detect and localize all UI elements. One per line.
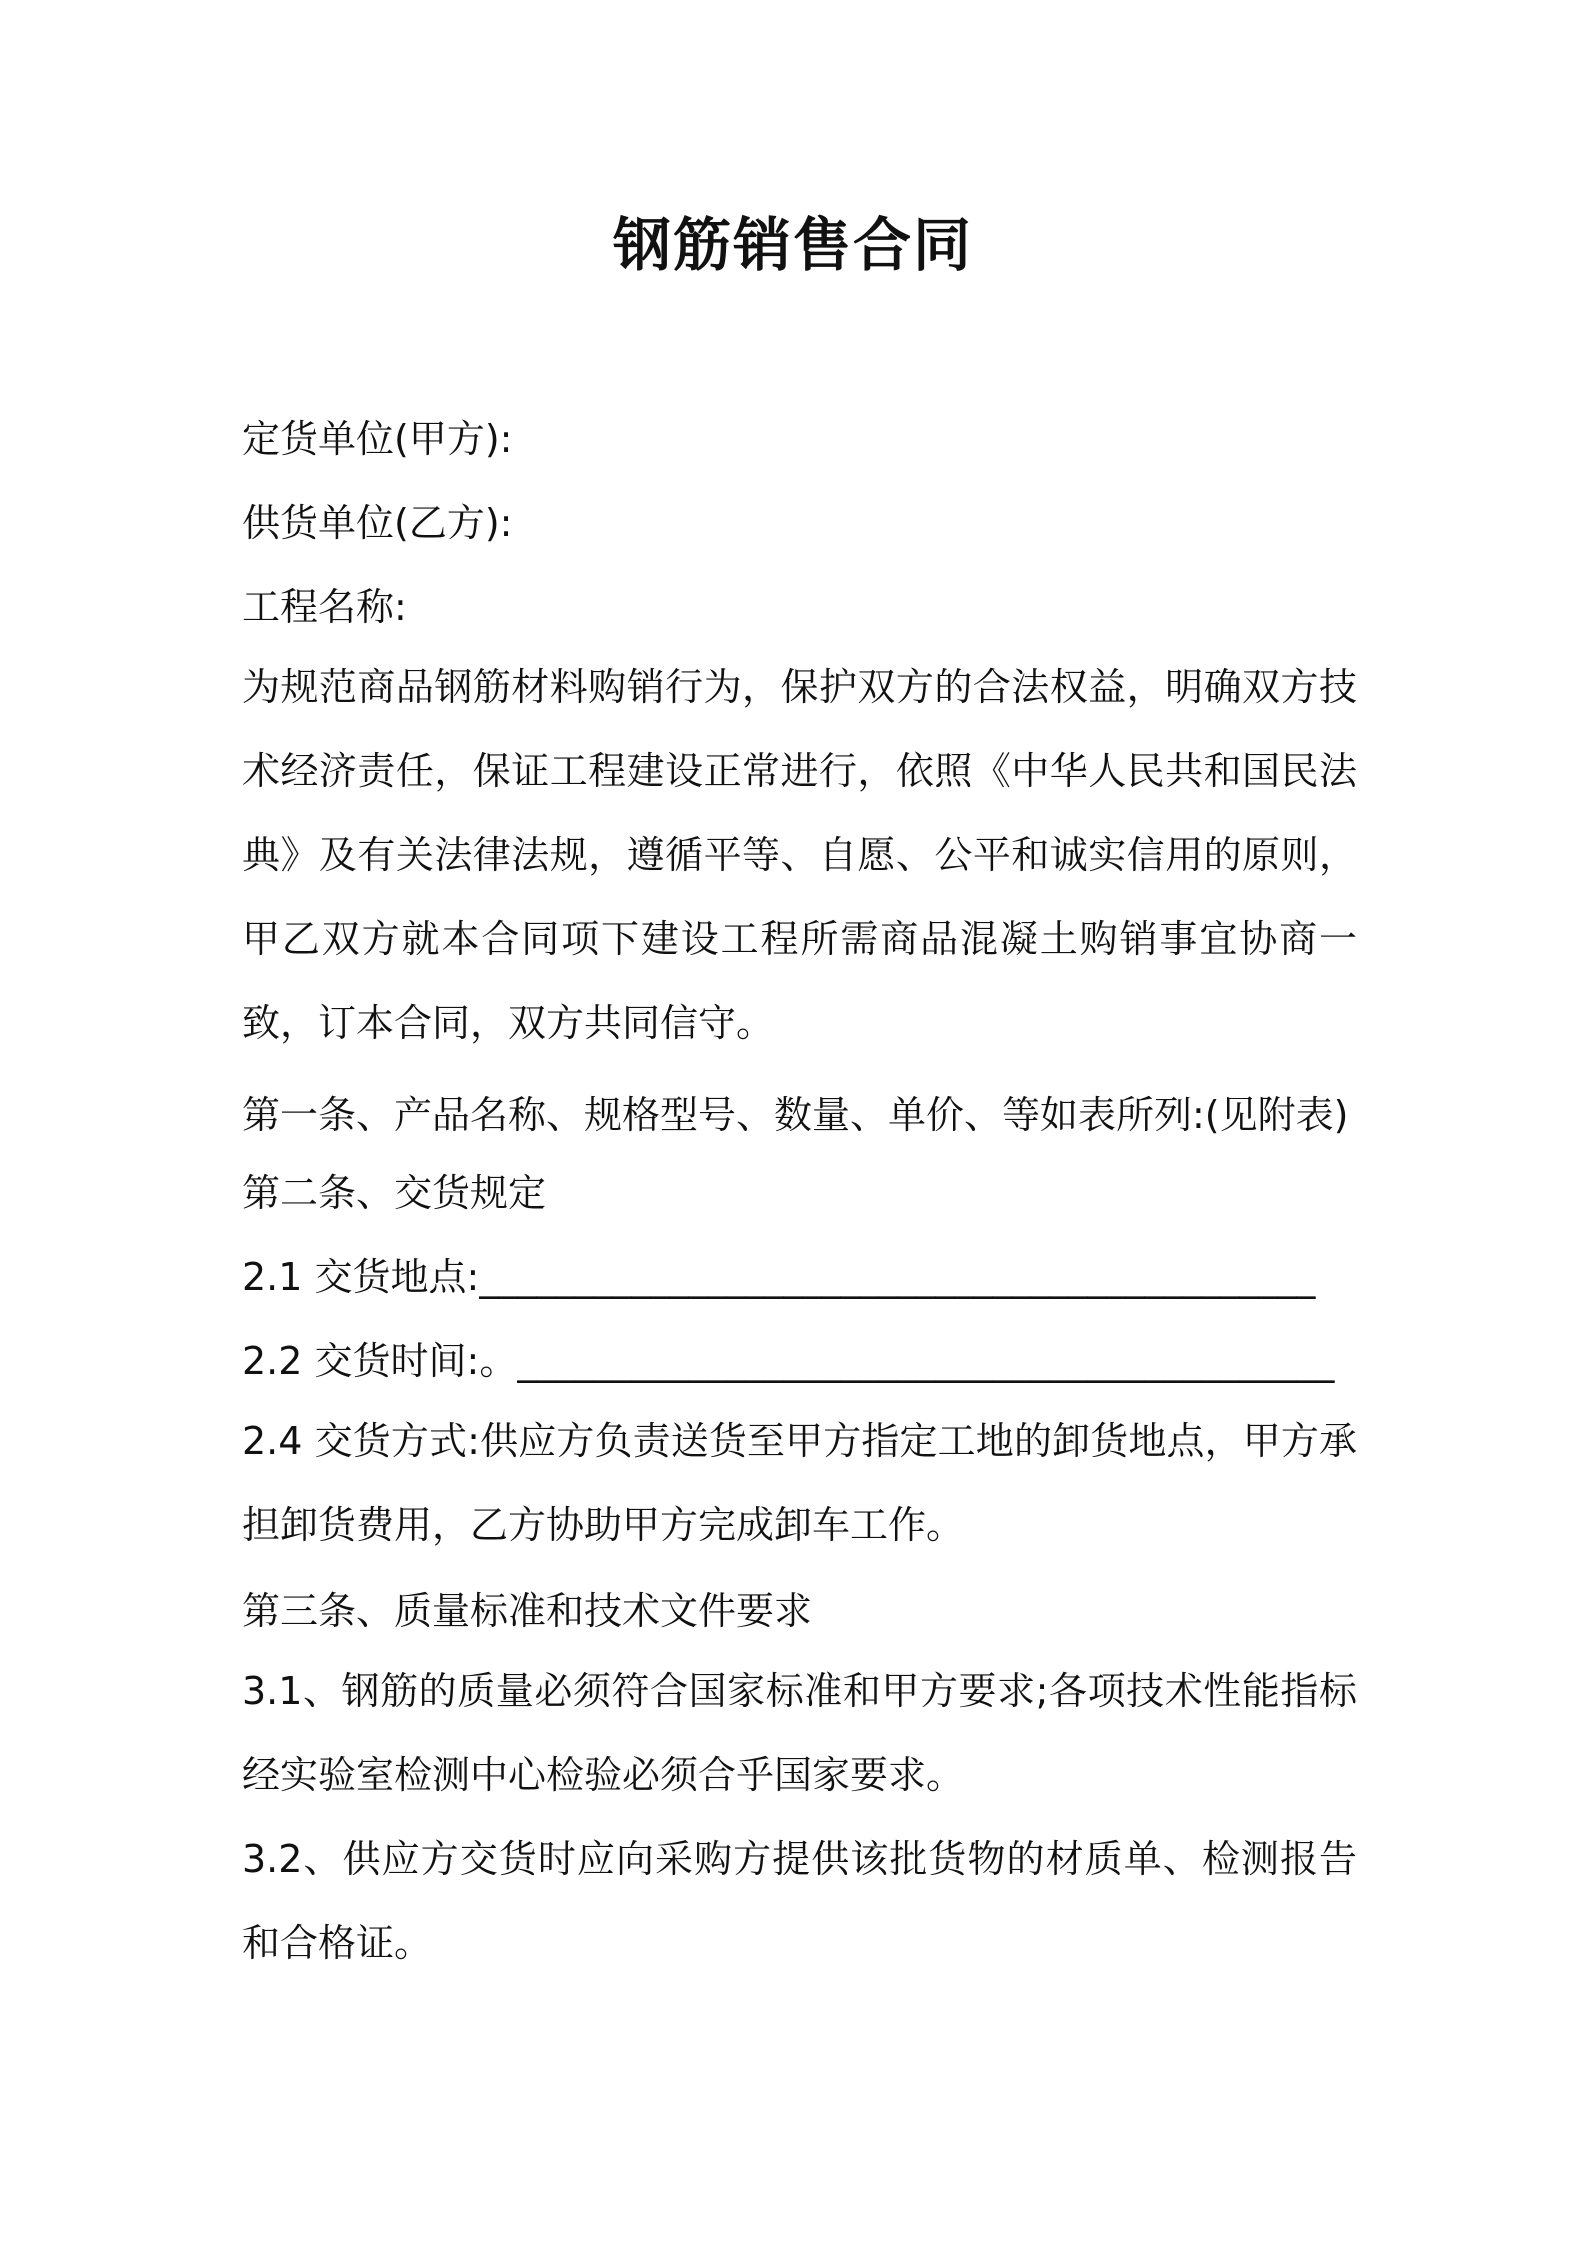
page-title: 钢筋销售合同 bbox=[612, 211, 973, 279]
delivery-method: 2.4 交货方式:供应方负责送货至甲方指定工地的卸货地点，甲方承担卸货费用，乙方协助甲方完成卸车工作。 bbox=[242, 1419, 1357, 1547]
quality-requirement-3-2: 3.2、供应方交货时应向采购方提供该批货物的材质单、检测报告和合格证。 bbox=[242, 1837, 1357, 1965]
article-3-heading: 第三条、质量标准和技术文件要求 bbox=[242, 1589, 813, 1633]
preamble-paragraph: 为规范商品钢筋材料购销行为，保护双方的合法权益，明确双方技术经济责任，保证工程建设正常进行，依照《中华人民共和国民法典》及有关法律法规，遵循平等、自愿、公平和诚实信用的原则，甲乙双方就本合同项下建设工程所需商品混凝土购销事宜协商一致，订本合同，双方共同信守。 bbox=[242, 665, 1357, 1045]
delivery-location: 2.1 交货地点:____________________________________________ bbox=[242, 1255, 1316, 1299]
party-b-label: 供货单位(乙方): bbox=[242, 501, 513, 545]
article-1: 第一条、产品名称、规格型号、数量、单价、等如表所列:(见附表) bbox=[242, 1093, 1349, 1137]
party-a-label: 定货单位(甲方): bbox=[242, 417, 513, 461]
article-2-heading: 第二条、交货规定 bbox=[242, 1171, 547, 1215]
project-name-label: 工程名称: bbox=[242, 585, 407, 629]
delivery-time: 2.2 交货时间:。___________________________________________ bbox=[242, 1339, 1335, 1383]
quality-requirement-3-1: 3.1、钢筋的质量必须符合国家标准和甲方要求;各项技术性能指标经实验室检测中心检验必须合乎国家要求。 bbox=[242, 1669, 1357, 1797]
